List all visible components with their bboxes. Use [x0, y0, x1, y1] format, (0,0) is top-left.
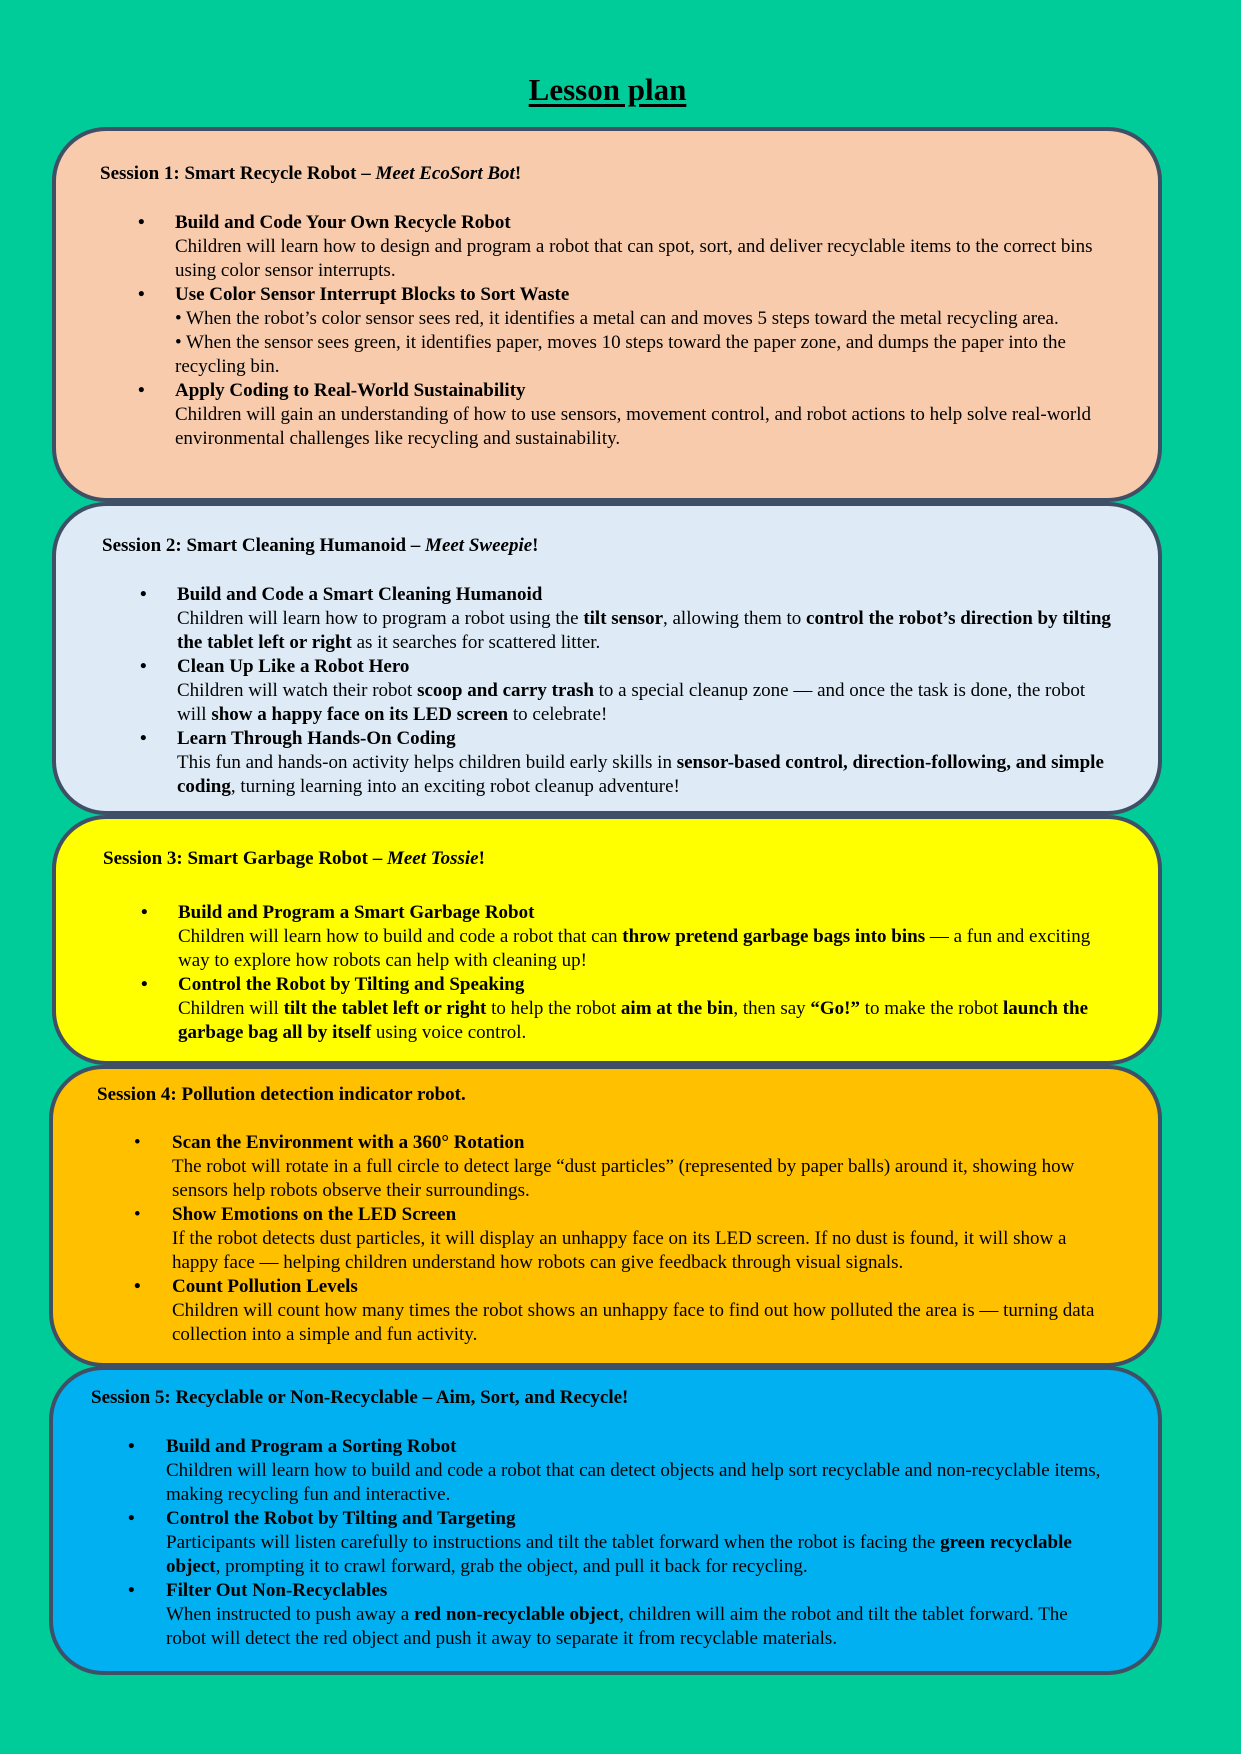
item-heading: Show Emotions on the LED Screen [172, 1204, 457, 1225]
item-text: Children will learn how to design and program a robot that can spot, sort, and deliver recyclable items to the correct bins using color sensor interrupts. [175, 236, 1093, 281]
item-text: Children will gain an understanding of how to use sensors, movement control, and robot actions to help solve real-world environmental challenges like recycling and sustainability. [175, 404, 1092, 449]
item-text: • When the sensor sees green, it identifies paper, moves 10 steps toward the paper zone, and dumps the paper into the recycling bin. [175, 332, 1066, 377]
list-item [140, 727, 1112, 799]
item-text: Children will learn how to build and code a robot that can detect objects and help sort recyclable and non-recyclable items, making recycling fun and interactive. [166, 1460, 1101, 1505]
session-3-title [103, 848, 485, 870]
item-heading: Count Pollution Levels [172, 1276, 358, 1297]
item-text: The robot will rotate in a full circle to detect large “dust particles” (represented by paper balls) around it, showing how sensors help robots observe their surroundings. [172, 1156, 1075, 1201]
item-heading: Learn Through Hands-On Coding [177, 728, 456, 749]
item-text: Children will learn how to program a robot using the tilt sensor, allowing them to control the robot’s direction by tilting the tablet left or right as it searches for scattered litter. [177, 608, 1111, 653]
bullet-icon: • [134, 1132, 141, 1153]
session-1-title [100, 163, 521, 185]
item-heading: Build and Code a Smart Cleaning Humanoid [177, 584, 543, 605]
session-2-title-em: Meet Sweepie [425, 535, 533, 556]
list-item [138, 379, 1110, 451]
session-3-title-main: Session 3: Smart Garbage Robot – [103, 848, 387, 869]
bullet-icon: • [138, 284, 145, 305]
item-text: Children will learn how to build and code a robot that can throw pretend garbage bags into bins — a fun and exciting way to explore how robots can help with cleaning up! [178, 926, 1091, 971]
session-5-title: Session 5: Recyclable or Non-Recyclable – Aim, Sort, and Recycle! [91, 1387, 629, 1408]
session-2-title [102, 535, 538, 557]
bullet-icon: • [138, 380, 145, 401]
list-item [140, 583, 1112, 655]
bullet-icon: • [141, 902, 148, 923]
item-heading: Clean Up Like a Robot Hero [177, 656, 410, 677]
session-4-list [134, 1131, 1107, 1347]
list-item [138, 283, 1110, 379]
session-5-list [128, 1435, 1101, 1651]
bullet-icon: • [140, 584, 147, 605]
list-item [134, 1131, 1107, 1203]
item-text: Participants will listen carefully to instructions and tilt the tablet forward when the robot is facing the green recyclable object, prompting it to crawl forward, grab the object, and pull it back for recycling. [166, 1532, 1072, 1577]
item-heading: Build and Program a Smart Garbage Robot [178, 902, 535, 923]
list-item [134, 1203, 1107, 1275]
bullet-icon: • [140, 728, 147, 749]
session-1-list [138, 211, 1110, 451]
list-item [138, 211, 1110, 283]
list-item [141, 973, 1113, 1045]
item-heading: Filter Out Non-Recyclables [166, 1580, 388, 1601]
list-item [134, 1275, 1107, 1347]
session-1-title-main: Session 1: Smart Recycle Robot – [100, 163, 376, 184]
bullet-icon: • [134, 1204, 141, 1225]
item-text: • When the robot’s color sensor sees red, it identifies a metal can and moves 5 steps toward the metal recycling area. [175, 308, 1059, 329]
item-text: If the robot detects dust particles, it will display an unhappy face on its LED screen. If no dust is found, it will show a happy face — helping children understand how robots can give feedback through visual signals. [172, 1228, 1067, 1273]
list-item [128, 1435, 1101, 1507]
page-title: Lesson plan [528, 72, 687, 107]
session-4-title: Session 4: Pollution detection indicator robot. [97, 1084, 466, 1105]
session-2-title-end: ! [532, 535, 539, 556]
list-item [141, 901, 1113, 973]
bullet-icon: • [128, 1436, 135, 1457]
session-2-list [140, 583, 1112, 799]
session-3-title-end: ! [478, 848, 485, 869]
item-text: Children will tilt the tablet left or right to help the robot aim at the bin, then say “Go!” to make the robot launch the garbage bag all by itself using voice control. [178, 998, 1089, 1043]
bullet-icon: • [128, 1580, 135, 1601]
bullet-icon: • [138, 212, 145, 233]
item-heading: Use Color Sensor Interrupt Blocks to Sort Waste [175, 284, 570, 305]
bullet-icon: • [140, 656, 147, 677]
session-1-title-end: ! [514, 163, 522, 184]
item-text: Children will watch their robot scoop and carry trash to a special cleanup zone — and once the task is done, the robot will show a happy face on its LED screen to celebrate! [177, 680, 1086, 725]
item-heading: Apply Coding to Real-World Sustainability [175, 380, 526, 401]
item-heading: Build and Program a Sorting Robot [166, 1436, 457, 1457]
item-text: When instructed to push away a red non-recyclable object, children will aim the robot and tilt the tablet forward. The robot will detect the red object and push it away to separate it from recyclable materials. [166, 1604, 1068, 1649]
item-heading: Control the Robot by Tilting and Speaking [178, 974, 525, 995]
item-heading: Scan the Environment with a 360° Rotation [172, 1132, 525, 1153]
item-heading: Build and Code Your Own Recycle Robot [175, 212, 511, 233]
bullet-icon: • [141, 974, 148, 995]
session-3-title-em: Meet Tossie [386, 848, 479, 869]
session-1-title-em: Meet EcoSort Bot [375, 163, 515, 184]
list-item [140, 655, 1112, 727]
bullet-icon: • [134, 1276, 141, 1297]
item-text: Children will count how many times the robot shows an unhappy face to find out how polluted the area is — turning data collection into a simple and fun activity. [172, 1300, 1095, 1345]
bullet-icon: • [128, 1508, 135, 1529]
session-3-list [141, 901, 1113, 1045]
list-item [128, 1507, 1101, 1579]
item-heading: Control the Robot by Tilting and Targeting [166, 1508, 516, 1529]
list-item [128, 1579, 1101, 1651]
item-text: This fun and hands-on activity helps children build early skills in sensor-based control, direction-following, and simple coding, turning learning into an exciting robot cleanup adventure! [177, 752, 1104, 797]
session-2-title-main: Session 2: Smart Cleaning Humanoid – [102, 535, 426, 556]
